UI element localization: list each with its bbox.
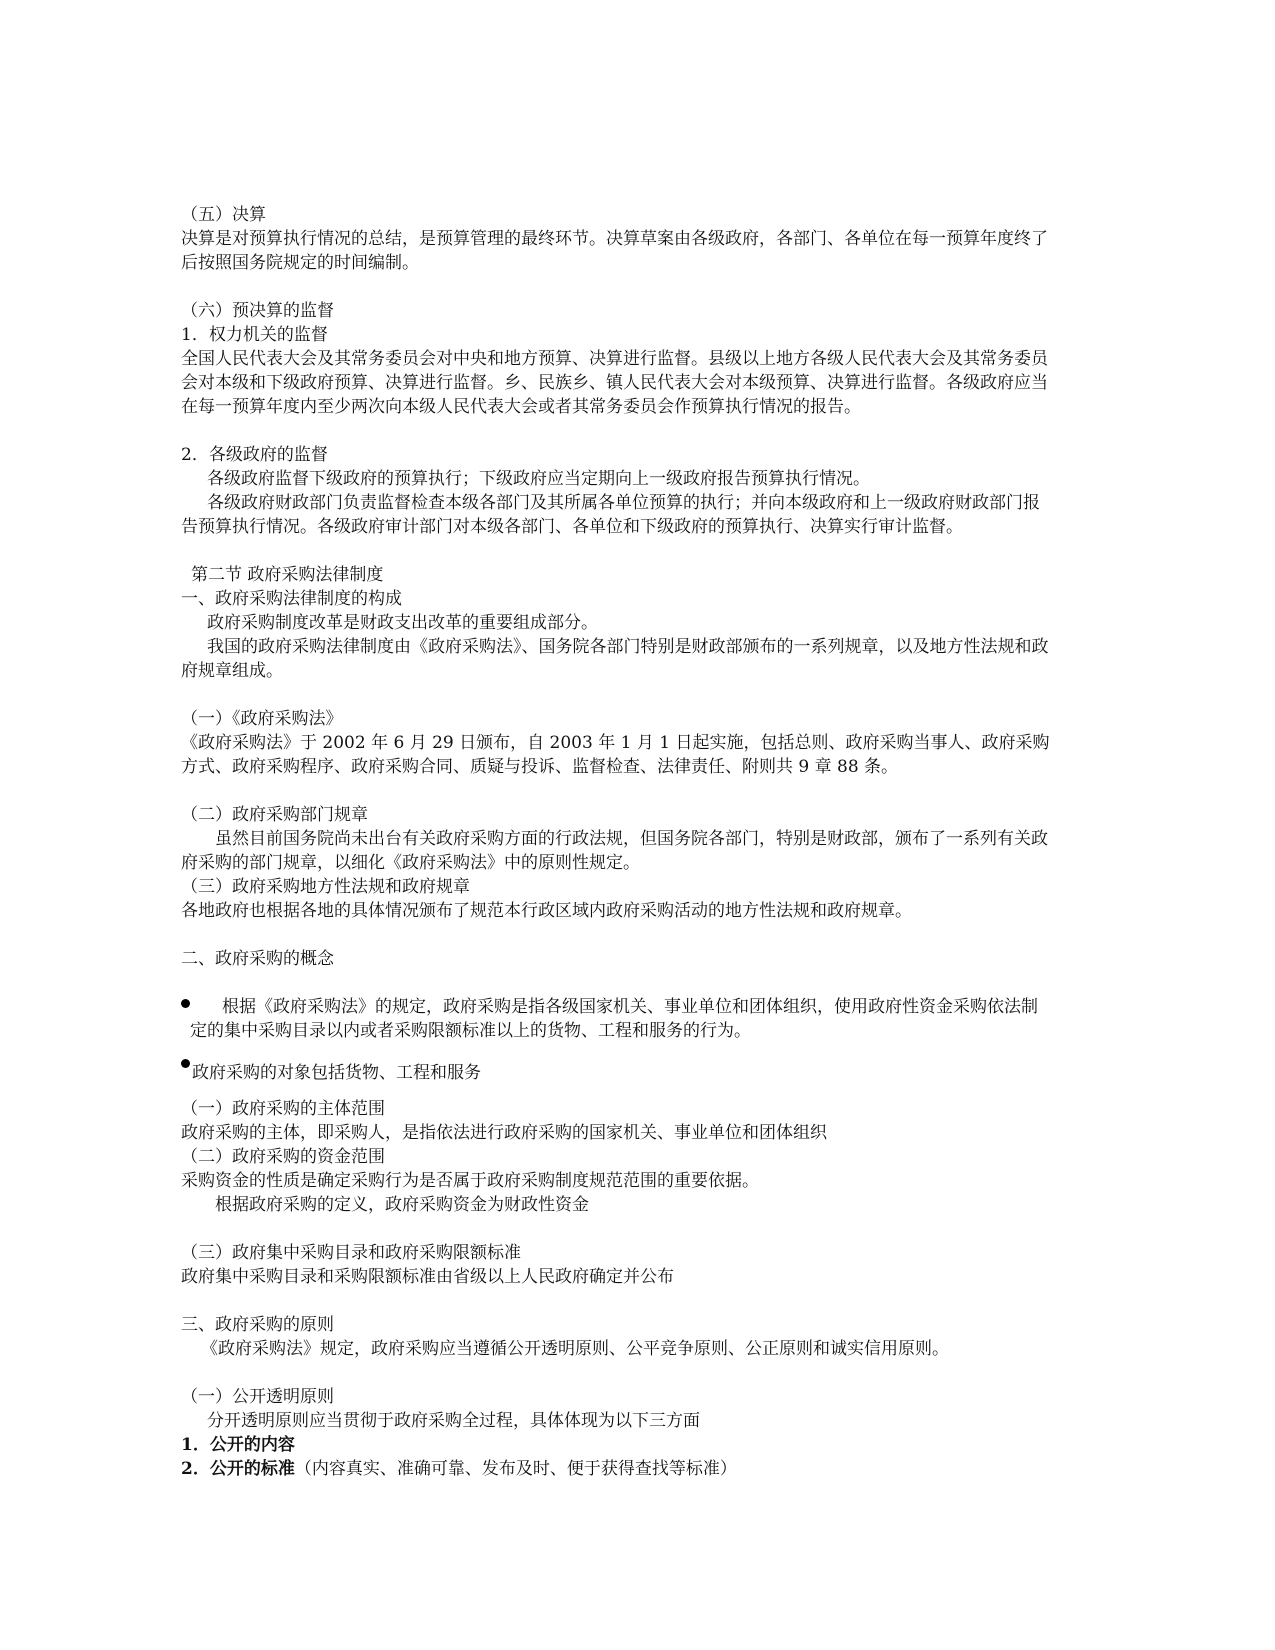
section-heading-final-accounts: （五）决算 (181, 205, 266, 225)
paragraph-subject-scope: 政府采购的主体，即采购人，是指依法进行政府采购的国家机关、事业单位和团体组织 (181, 1123, 827, 1143)
subheading-authority-supervision: 1．权力机关的监督 (181, 325, 328, 345)
paragraph-fund-scope-2: 根据政府采购的定义，政府采购资金为财政性资金 (215, 1195, 589, 1215)
paragraph-local-regulations: 各地政府也根据各地的具体情况颁布了规范本行政区域内政府采购活动的地方性法规和政府规章。 (181, 901, 912, 921)
paragraph-government-supervision-2 (181, 491, 1051, 539)
heading-procurement-principles: 三、政府采购的原则 (181, 1315, 334, 1335)
bullet-text-objects: 政府采购的对象包括货物、工程和服务 (192, 1063, 481, 1083)
paragraph-department-rules-text: 虽然目前国务院尚未出台有关政府采购方面的行政法规，但国务院各部门，特别是财政部，颁布了一系列有关政府采购的部门规章，以细化《政府采购法》中的原则性规定。 (181, 829, 1048, 873)
paragraph-fund-scope-1: 采购资金的性质是确定采购行为是否属于政府采购制度规范范围的重要依据。 (181, 1171, 759, 1191)
bullet-item-objects (181, 1055, 1051, 1085)
paragraph-final-accounts: 决算是对预算执行情况的总结，是预算管理的最终环节。决算草案由各级政府，各部门、各单位在每一预算年度终了后按照国务院规定的时间编制。 (181, 229, 1048, 273)
list-item-disclosure-content: 1．公开的内容 (181, 1435, 295, 1455)
paragraph-transparency: 分开透明原则应当贯彻于政府采购全过程，具体体现为以下三方面 (207, 1411, 700, 1431)
list-item-disclosure-standards-detail: （内容真实、准确可靠、发布及时、便于获得查找等标准） (294, 1459, 737, 1479)
subheading-fund-scope: （二）政府采购的资金范围 (181, 1147, 385, 1167)
paragraph-procurement-principles: 《政府采购法》规定，政府采购应当遵循公开透明原则、公平竞争原则、公正原则和诚实信用原则。 (201, 1339, 949, 1359)
section-title-procurement-law: 第二节 政府采购法律制度 (191, 565, 384, 585)
bullet-text-definition (190, 995, 1051, 1043)
paragraph-law-composition-2 (181, 635, 1051, 683)
subheading-transparency: （一）公开透明原则 (181, 1387, 334, 1407)
heading-procurement-concept: 二、政府采购的概念 (181, 949, 334, 969)
list-item-disclosure-standards-label: 2．公开的标准 (181, 1459, 295, 1479)
paragraph-law-composition-2-text: 我国的政府采购法律制度由《政府采购法》、国务院各部门特别是财政部颁布的一系列规章，以及地方性法规和政府规章组成。 (181, 637, 1049, 681)
section-heading-supervision: （六）预决算的监督 (181, 301, 334, 321)
paragraph-procurement-law: 《政府采购法》于 2002 年 6 月 29 日颁布，自 2003 年 1 月 1 日起实施，包括总则、政府采购当事人、政府采购方式、政府采购程序、政府采购合同、质疑与投诉、监督检查、法律责任、附则共 9 章 88 条。 (181, 733, 1050, 777)
document-page (181, 203, 1051, 1481)
subheading-catalog-limits: （三）政府集中采购目录和政府采购限额标准 (181, 1243, 521, 1263)
bullet-icon (181, 999, 190, 1008)
bullet-icon (181, 1059, 190, 1068)
paragraph-authority-supervision: 全国人民代表大会及其常务委员会对中央和地方预算、决算进行监督。县级以上地方各级人民代表大会及其常务委员会对本级和下级政府预算、决算进行监督。乡、民族乡、镇人民代表大会对本级预算、决算进行监督。各级政府应当在每一预算年度内至少两次向本级人民代表大会或者其常务委员会作预算执行情况的报告。 (181, 349, 1048, 417)
subheading-procurement-law: （一）《政府采购法》 (181, 709, 343, 729)
paragraph-law-composition-1: 政府采购制度改革是财政支出改革的重要组成部分。 (207, 613, 598, 633)
subheading-local-regulations: （三）政府采购地方性法规和政府规章 (181, 877, 470, 897)
paragraph-department-rules (181, 827, 1051, 875)
subheading-government-supervision: 2．各级政府的监督 (181, 445, 328, 465)
paragraph-government-supervision-2-text: 各级政府财政部门负责监督检查本级各部门及其所属各单位预算的执行；并向本级政府和上一级政府财政部门报告预算执行情况。各级政府审计部门对本级各部门、各单位和下级政府的预算执行、决算实行审计监督。 (181, 493, 1040, 537)
heading-law-composition: 一、政府采购法律制度的构成 (181, 589, 402, 609)
paragraph-catalog-limits: 政府集中采购目录和采购限额标准由省级以上人民政府确定并公布 (181, 1267, 674, 1287)
bullet-item-definition (181, 995, 1051, 1043)
subheading-subject-scope: （一）政府采购的主体范围 (181, 1099, 385, 1119)
paragraph-government-supervision-1: 各级政府监督下级政府的预算执行；下级政府应当定期向上一级政府报告预算执行情况。 (207, 469, 870, 489)
list-item-disclosure-standards (181, 1457, 1051, 1481)
bullet-text-definition-content: 根据《政府采购法》的规定，政府采购是指各级国家机关、事业单位和团体组织，使用政府性资金采购依法制定的集中采购目录以内或者采购限额标准以上的货物、工程和服务的行为。 (190, 997, 1038, 1041)
subheading-department-rules: （二）政府采购部门规章 (181, 805, 368, 825)
